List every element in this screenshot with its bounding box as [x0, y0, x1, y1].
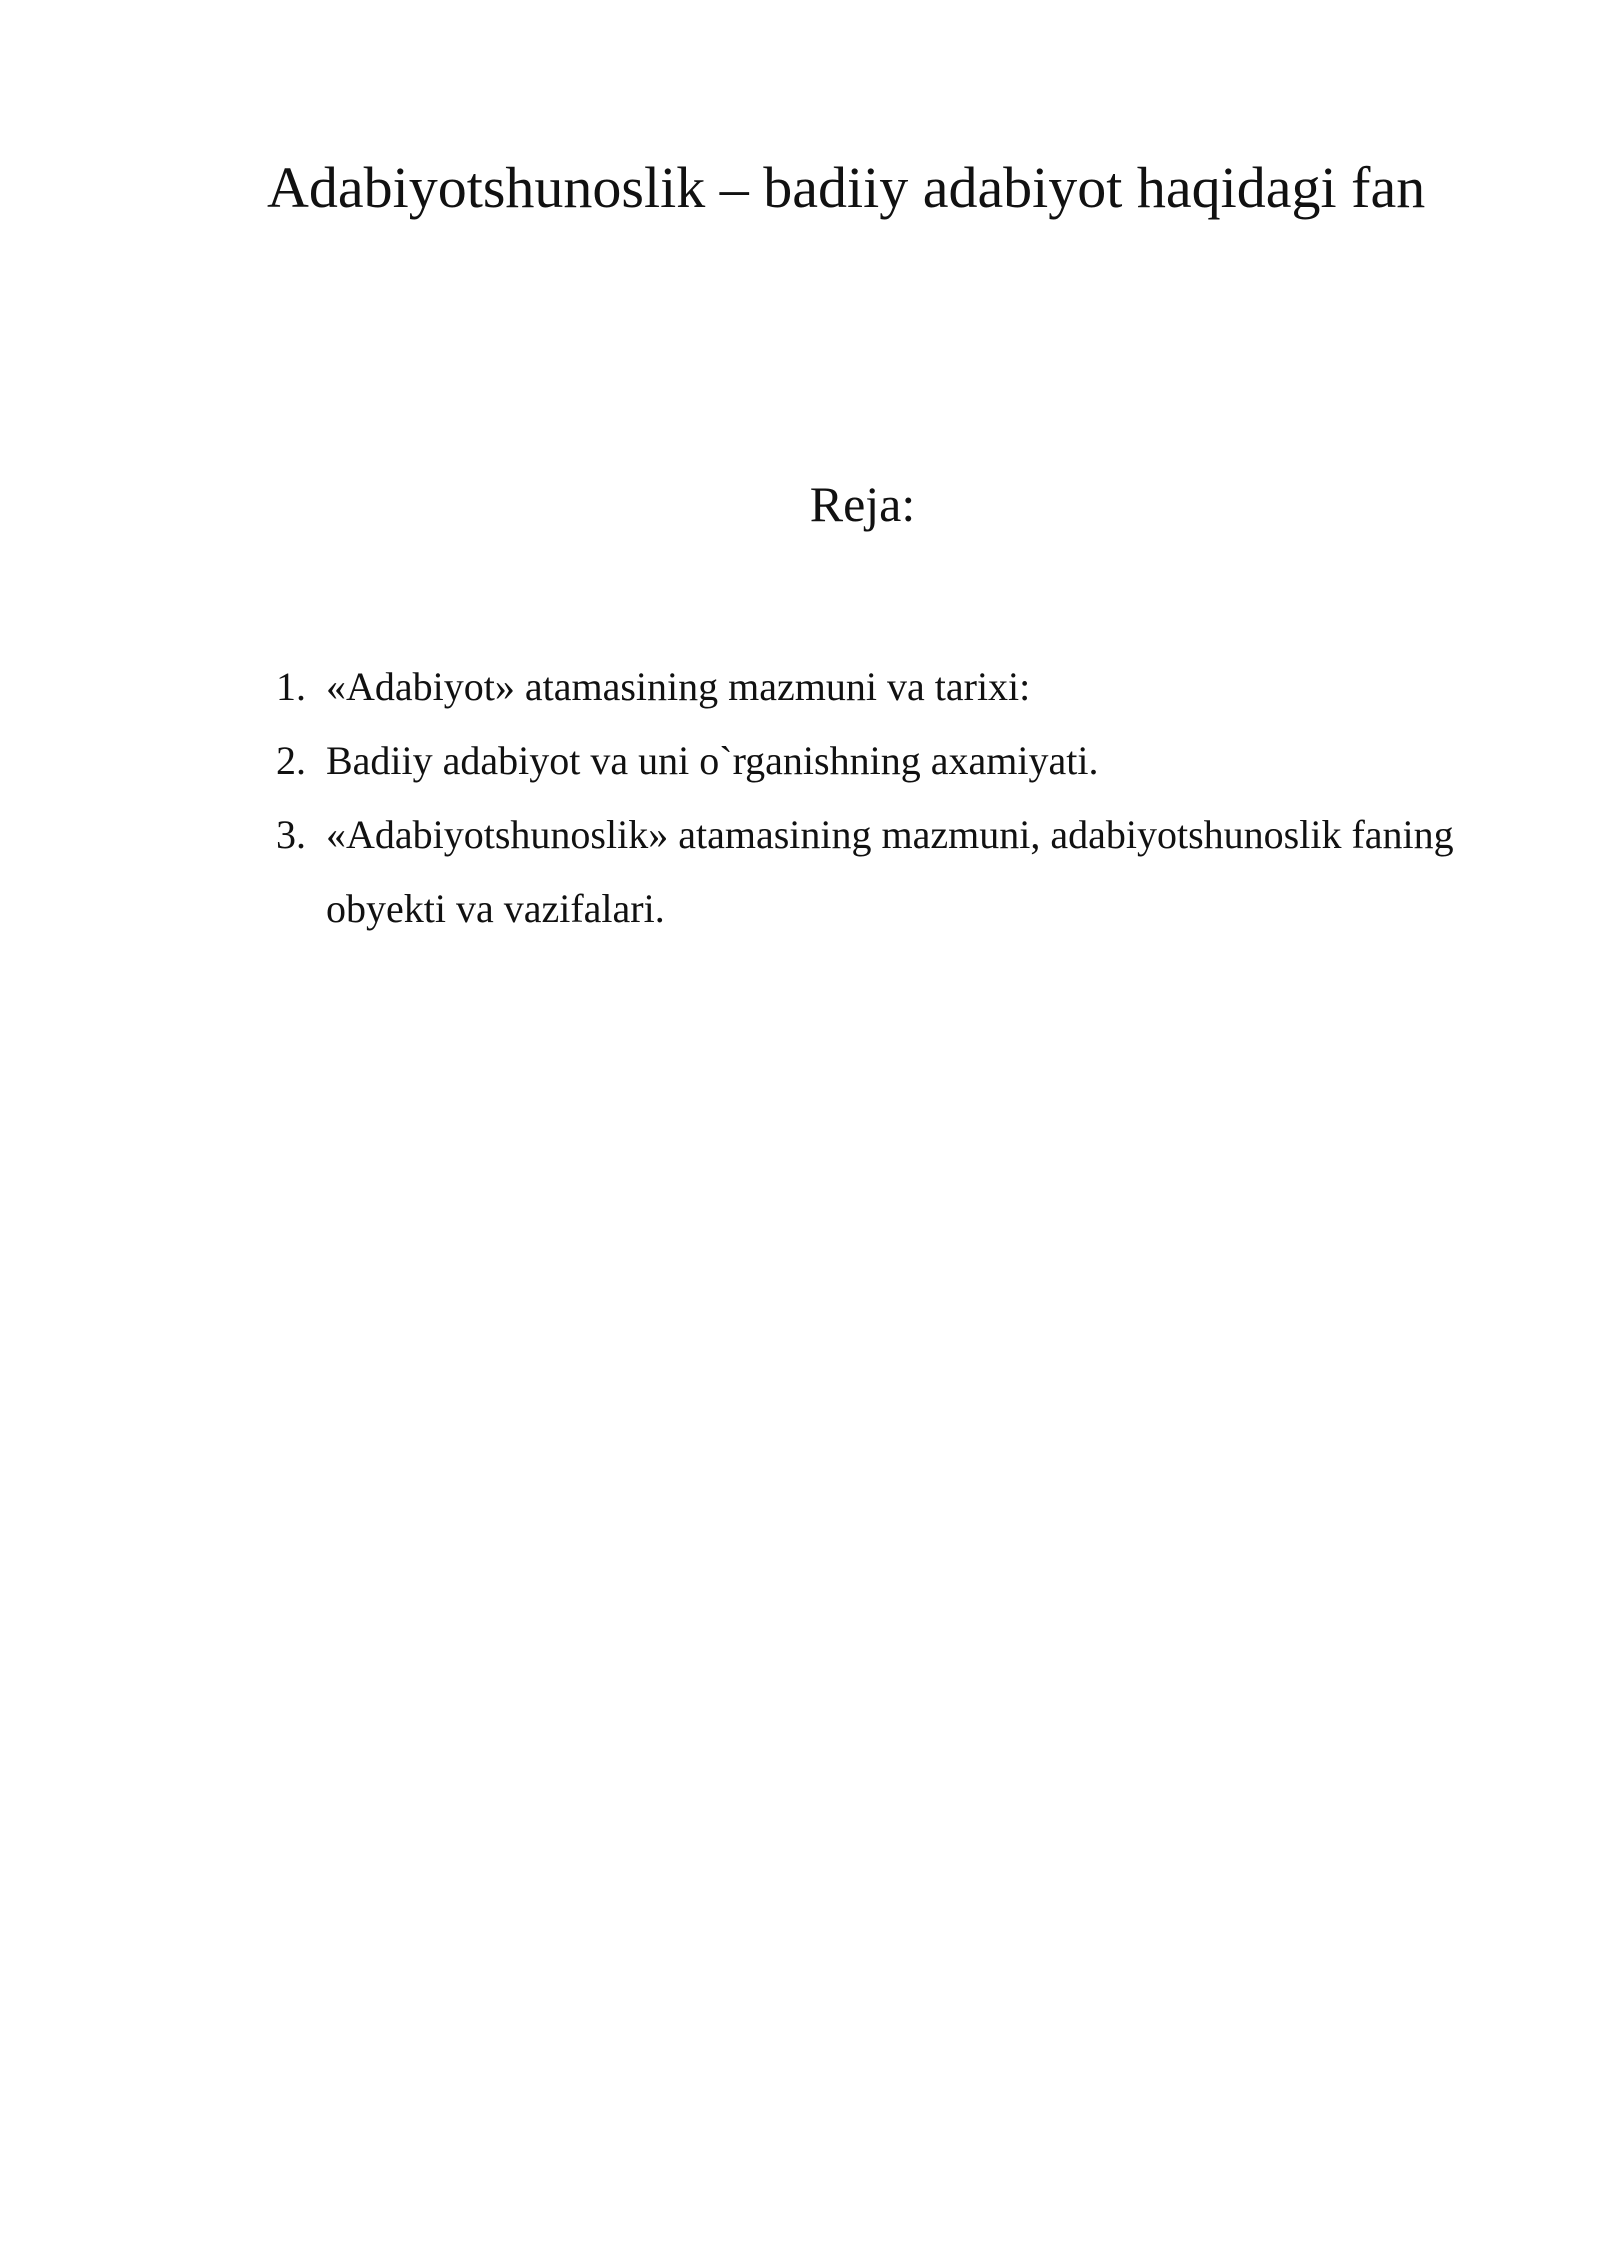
plan-item [276, 724, 1456, 798]
plan-item-number: 2. [276, 738, 306, 783]
plan-list [276, 650, 1456, 946]
plan-item-text: Badiiy adabiyot va uni o`rganishning axamiyati. [326, 738, 1099, 783]
plan-item [276, 798, 1456, 946]
plan-item-number: 3. [276, 812, 306, 857]
plan-item-text: «Adabiyotshunoslik» atamasining mazmuni, adabiyotshunoslik faning obyekti va vazifalari. [326, 812, 1454, 931]
plan-heading: Reja: [809, 476, 916, 532]
document-title: Adabiyotshunoslik – badiiy adabiyot haqidagi fan [267, 155, 1426, 220]
plan-item-number: 1. [276, 664, 306, 709]
plan-item [276, 650, 1456, 724]
plan-item-text: «Adabiyot» atamasining mazmuni va tarixi: [326, 664, 1031, 709]
